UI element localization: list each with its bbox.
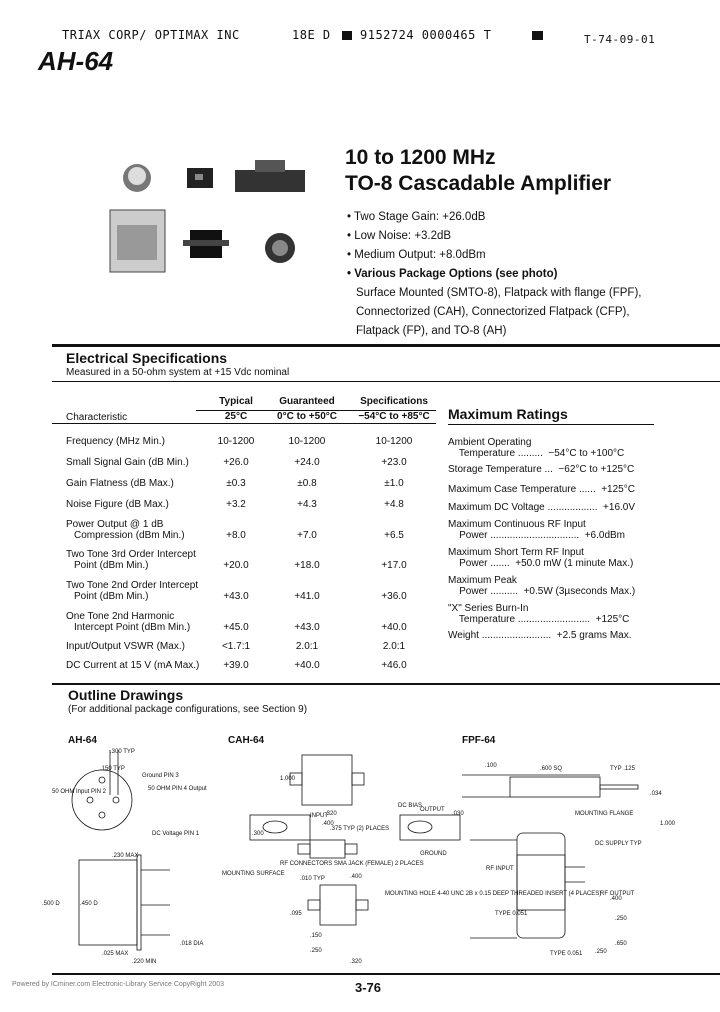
max-rating-item: Weight ......................... +2.5 grams Max. xyxy=(448,630,632,641)
dimension-label: .250 xyxy=(310,948,322,954)
row-value: +43.0 xyxy=(294,622,320,633)
electrical-subtitle: Measured in a 50-ohm system at +15 Vdc nominal xyxy=(66,367,290,378)
dimension-label: MOUNTING HOLE 4-40 UNC 2B x 0.15 DEEP THREADED INSERT (4 PLACES) xyxy=(385,891,602,897)
dimension-label: Ground PIN 3 xyxy=(142,773,179,779)
ah64-label: AH-64 xyxy=(68,735,97,746)
row-value: ±0.3 xyxy=(226,478,246,489)
max-rating-item: "X" Series Burn-In Temperature .......................... +125°C xyxy=(448,603,630,625)
max-rating-item: Maximum Case Temperature ...... +125°C xyxy=(448,484,635,495)
dimension-label: 50 OHM Input PIN 2 xyxy=(52,789,107,795)
max-rating-item: Maximum Continuous RF Input Power ................................ +6.0dBm xyxy=(448,519,626,541)
dimension-label: .010 TYP xyxy=(300,876,325,882)
dimension-label: .220 MIN xyxy=(132,959,157,965)
row-value: +4.3 xyxy=(297,499,317,510)
row-characteristic: DC Current at 15 V (mA Max.) xyxy=(66,660,200,671)
divider xyxy=(52,423,436,424)
divider xyxy=(52,344,720,347)
row-characteristic: Small Signal Gain (dB Min.) xyxy=(66,457,189,468)
max-ratings-title: Maximum Ratings xyxy=(448,406,568,422)
row-characteristic: Input/Output VSWR (Max.) xyxy=(66,641,185,652)
row-value: +43.0 xyxy=(223,591,249,602)
dimension-label: .095 xyxy=(290,911,302,917)
row-value: +26.0 xyxy=(223,457,249,468)
dimension-label: .400 xyxy=(322,821,334,827)
col-spec: Specifications xyxy=(360,396,428,407)
row-value: +7.0 xyxy=(297,530,317,541)
electrical-title: Electrical Specifications xyxy=(66,350,228,366)
dimension-label: DC BIAS xyxy=(398,803,423,809)
row-characteristic: Intercept Point (dBm Min.) xyxy=(74,622,191,633)
row-value: +46.0 xyxy=(381,660,407,671)
row-value: 2.0:1 xyxy=(382,641,406,652)
dimension-label: .400 xyxy=(610,896,622,902)
row-value: +24.0 xyxy=(294,457,320,468)
ah64-drawing xyxy=(40,745,220,970)
dimension-label: .018 DIA xyxy=(180,941,204,947)
row-value: +36.0 xyxy=(381,591,407,602)
divider xyxy=(448,424,654,425)
row-value: ±0.8 xyxy=(297,478,317,489)
row-characteristic: Frequency (MHz Min.) xyxy=(66,436,165,447)
row-value: +40.0 xyxy=(294,660,320,671)
row-value: +3.2 xyxy=(226,499,246,510)
dimension-label: MOUNTING FLANGE xyxy=(575,811,634,817)
dimension-label: 1.000 xyxy=(660,821,676,827)
row-characteristic: Two Tone 3rd Order Intercept xyxy=(66,549,196,560)
col-typical: Typical xyxy=(219,396,253,407)
dimension-label: DC SUPPLY TYP xyxy=(595,841,642,847)
dimension-label: .100 xyxy=(485,763,497,769)
col-guaranteed: Guaranteed xyxy=(279,396,335,407)
dimension-label: .300 xyxy=(252,831,264,837)
dimension-label: .600 SQ xyxy=(540,766,563,772)
row-value: +17.0 xyxy=(381,560,407,571)
row-value: 2.0:1 xyxy=(295,641,319,652)
code-stamp: 18E D xyxy=(292,28,331,42)
dimension-label: .375 TYP (2) PLACES xyxy=(330,826,390,832)
title-line-1: 10 to 1200 MHz xyxy=(345,146,496,169)
max-rating-item: Maximum Short Term RF Input Power ....... +50.0 mW (1 minute Max.) xyxy=(448,547,634,569)
lot-stamp: 9152724 0000465 T xyxy=(360,28,492,42)
col-characteristic: Characteristic xyxy=(66,412,128,423)
row-value: +45.0 xyxy=(223,622,249,633)
stamp-block xyxy=(342,31,352,40)
fpf64-drawing xyxy=(450,745,720,970)
row-characteristic: One Tone 2nd Harmonic xyxy=(66,611,175,622)
feature-item: • Two Stage Gain: +26.0dB xyxy=(347,211,486,223)
dimension-label: .034 xyxy=(650,791,662,797)
package-options: Surface Mounted (SMTO-8), Flatpack with flange (FPF), Connectorized (CAH), Connectorized Flatpack (CFP), Flatpack (FP), and TO-8 (AH) xyxy=(356,287,642,337)
dimension-label: .650 xyxy=(615,941,627,947)
outline-title: Outline Drawings xyxy=(68,687,184,703)
row-characteristic: Noise Figure (dB Max.) xyxy=(66,499,169,510)
dimension-label: OUTPUT xyxy=(420,807,445,813)
page-number: 3-76 xyxy=(355,980,382,995)
dimension-label: 50 OHM PIN 4 Output xyxy=(148,786,207,792)
dimension-label: RF OUTPUT xyxy=(600,891,635,897)
dimension-label: MOUNTING SURFACE xyxy=(222,871,285,877)
max-rating-item: Maximum DC Voltage .................. +16.0V xyxy=(448,502,636,513)
feature-item: • Low Noise: +3.2dB xyxy=(347,230,452,242)
max-rating-item: Storage Temperature ... −62°C to +125°C xyxy=(448,464,635,475)
row-value: +39.0 xyxy=(223,660,249,671)
row-value: +18.0 xyxy=(294,560,320,571)
feature-list xyxy=(347,208,641,341)
dimension-label: RF INPUT xyxy=(486,866,514,872)
col-guaranteed-temp: 0°C to +50°C xyxy=(262,410,352,422)
max-rating-item: Maximum Peak Power .......... +0.5W (3µseconds Max.) xyxy=(448,575,636,597)
row-value: +8.0 xyxy=(226,530,246,541)
dimension-label: .300 TYP xyxy=(110,749,135,755)
row-characteristic: Two Tone 2nd Order Intercept xyxy=(66,580,199,591)
outline-subtitle: (For additional package configurations, see Section 9) xyxy=(68,704,308,715)
row-value: 10-1200 xyxy=(288,436,326,447)
col-typical-temp: 25°C xyxy=(196,410,276,422)
dimension-label: .030 xyxy=(452,811,464,817)
row-value: +6.5 xyxy=(384,530,404,541)
dimension-label: .400 xyxy=(350,874,362,880)
row-value: +20.0 xyxy=(223,560,249,571)
row-value: 10-1200 xyxy=(375,436,413,447)
dimension-label: .150 TYP xyxy=(100,766,125,772)
row-value: +40.0 xyxy=(381,622,407,633)
company-stamp: TRIAX CORP/ OPTIMAX INC xyxy=(62,28,240,42)
dimension-label: TYP .125 xyxy=(610,766,635,772)
max-rating-item: Ambient Operating Temperature ......... −54°C to +100°C xyxy=(448,437,625,459)
row-value: <1.7:1 xyxy=(221,641,251,652)
fpf64-label: FPF-64 xyxy=(462,735,496,746)
dimension-label: INPUT xyxy=(310,813,328,819)
dimension-label: .250 xyxy=(615,916,627,922)
feature-item: • Medium Output: +8.0dBm xyxy=(347,249,486,261)
divider xyxy=(52,683,720,685)
row-value: +4.8 xyxy=(384,499,404,510)
dimension-label: .025 MAX xyxy=(102,951,129,957)
row-characteristic: Point (dBm Min.) xyxy=(74,560,149,571)
dimension-label: .320 xyxy=(325,811,337,817)
row-value: +23.0 xyxy=(381,457,407,468)
dimension-label: .450 D xyxy=(80,901,98,907)
row-characteristic: Power Output @ 1 dB xyxy=(66,519,164,530)
title-line-2: TO-8 Cascadable Amplifier xyxy=(345,172,612,195)
part-number: AH-64 xyxy=(38,46,114,76)
dimension-label: DC Voltage PIN 1 xyxy=(152,831,200,837)
dimension-label: .320 xyxy=(350,959,362,965)
row-characteristic: Point (dBm Min.) xyxy=(74,591,149,602)
row-characteristic: Gain Flatness (dB Max.) xyxy=(66,478,174,489)
dimension-label: .250 xyxy=(595,949,607,955)
dimension-label: .500 D xyxy=(42,901,60,907)
dimension-label: .150 xyxy=(310,933,322,939)
footer-credit: Powered by ICminer.com Electronic-Library Service CopyRight 2003 xyxy=(12,981,225,988)
doc-ref: T-74-09-01 xyxy=(584,33,656,46)
dimension-label: .230 MAX xyxy=(112,853,139,859)
stamp-block xyxy=(532,31,543,40)
package-photo xyxy=(95,130,345,280)
dimension-label: 1.000 xyxy=(280,776,296,782)
row-characteristic: Compression (dBm Min.) xyxy=(74,530,185,541)
dimension-label: RF CONNECTORS SMA JACK (FEMALE) 2 PLACES xyxy=(280,861,424,867)
row-value: +41.0 xyxy=(294,591,320,602)
dimension-label: TYPE 0.051 xyxy=(550,951,583,957)
dimension-label: GROUND xyxy=(420,851,447,857)
feature-item: • Various Package Options (see photo) xyxy=(347,268,558,280)
divider xyxy=(52,381,720,382)
row-value: ±1.0 xyxy=(384,478,404,489)
dimension-label: TYPE 0.051 xyxy=(495,911,528,917)
col-spec-temp: −54°C to +85°C xyxy=(352,410,436,422)
cah64-label: CAH-64 xyxy=(228,735,265,746)
divider xyxy=(52,973,720,975)
row-value: 10-1200 xyxy=(217,436,255,447)
